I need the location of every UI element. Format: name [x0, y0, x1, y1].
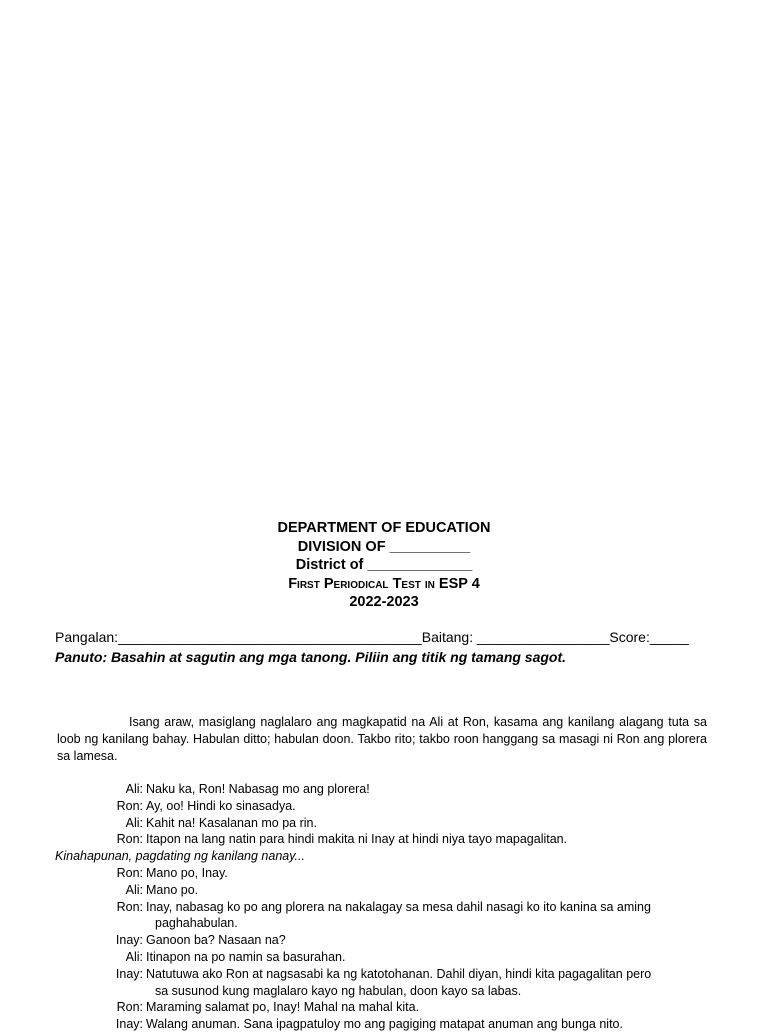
test-title: First Periodical Test in ESP 4 [288, 575, 480, 592]
score-blank: _____ [649, 629, 689, 645]
speaker-name: Ron: [116, 865, 143, 880]
story-paragraph [57, 714, 707, 765]
dialogue-text: Inay, nabasag ko po ang plorera na nakalagay sa mesa dahil nasagi ko ito kanina sa aming [146, 899, 651, 914]
dialogue-text: Maraming salamat po, Inay! Mahal na mahal kita. [146, 1000, 420, 1015]
speaker-name: Ron: [116, 798, 143, 813]
speaker-name: Inay: [115, 933, 143, 948]
dialogue-text: Mano po. [146, 882, 199, 897]
instruction-text: Panuto: Basahin at sagutin ang mga tanong. Piliin ang titik ng tamang sagot. [55, 649, 567, 665]
dialogue-line [55, 781, 715, 798]
dialogue-line [55, 899, 715, 916]
grade-blank: _________________ [477, 629, 610, 645]
dialogue-text: Kahit na! Kasalanan mo pa rin. [146, 815, 317, 830]
dialogue-line [55, 831, 715, 848]
dialogue-text: Naku ka, Ron! Nabasag mo ang plorera! [146, 782, 370, 796]
story-text: Isang araw, masiglang naglalaro ang magkapatid na Ali at Ron, kasama ang kanilang alagang tuta sa loob ng kanilang bahay. Habulan ditto; habulan doon. Takbo rito; takbo roon hanggang sa masagi ni Ron ang plorera sa lamesa. [57, 715, 707, 763]
dialogue-line [55, 949, 715, 966]
speaker-name: Ron: [116, 1000, 143, 1015]
dialogue-text: Natutuwa ako Ron at nagsasabi ka ng katotohanan. Dahil diyan, hindi kita pagagalitan pero [146, 966, 652, 981]
dialogue-continuation: sa susunod kung maglalaro kayo ng habulan, doon kayo sa labas. [155, 983, 522, 998]
document-header [0, 519, 768, 612]
dialogue-text: Ganoon ba? Nasaan na? [146, 933, 286, 948]
speaker-name: Ali: [125, 815, 143, 830]
speaker-name: Inay: [115, 1017, 143, 1032]
speaker-name: Inay: [115, 966, 143, 981]
dialogue-line [55, 865, 715, 882]
speaker-name: Ron: [116, 832, 143, 847]
speaker-name: Ali: [125, 949, 143, 964]
speaker-name: Ron: [116, 899, 143, 914]
name-blank: _______________________________________ [118, 629, 422, 645]
school-year: 2022-2023 [349, 594, 419, 610]
student-info-fields [55, 628, 735, 646]
department-title: DEPARTMENT OF EDUCATION [277, 520, 491, 536]
dialogue-line [55, 932, 715, 949]
division-line: DIVISION OF __________ [297, 538, 471, 555]
dialogue-text: Mano po, Inay. [146, 865, 228, 880]
dialogue-text: Itapon na lang natin para hindi makita ni Inay at hindi niya tayo mapagalitan. [146, 832, 568, 847]
speaker-name: Ali: [125, 882, 143, 897]
district-line: District of _____________ [295, 557, 473, 573]
dialogue-line [55, 999, 715, 1016]
dialogue-text: Walang anuman. Sana ipagpatuloy mo ang pagiging matapat anuman ang bunga nito. [146, 1017, 623, 1032]
speaker-name: Ali: [125, 782, 143, 796]
dialogue-line [55, 1016, 715, 1033]
dialogue-line [55, 798, 715, 815]
dialogue-text: Ay, oo! Hindi ko sinasadya. [146, 798, 296, 813]
dialogue-continuation: paghahabulan. [155, 916, 238, 931]
dialogue-text: Itinapon na po namin sa basurahan. [146, 949, 346, 964]
dialogue-line [55, 966, 715, 983]
grade-label: Baitang: [421, 629, 477, 645]
dialogue-block [55, 781, 715, 1033]
dialogue-line [55, 882, 715, 899]
score-label: Score: [609, 629, 650, 645]
name-label: Pangalan: [55, 629, 119, 645]
narration-line: Kinahapunan, pagdating ng kanilang nanay... [55, 849, 305, 864]
dialogue-line [55, 815, 715, 832]
